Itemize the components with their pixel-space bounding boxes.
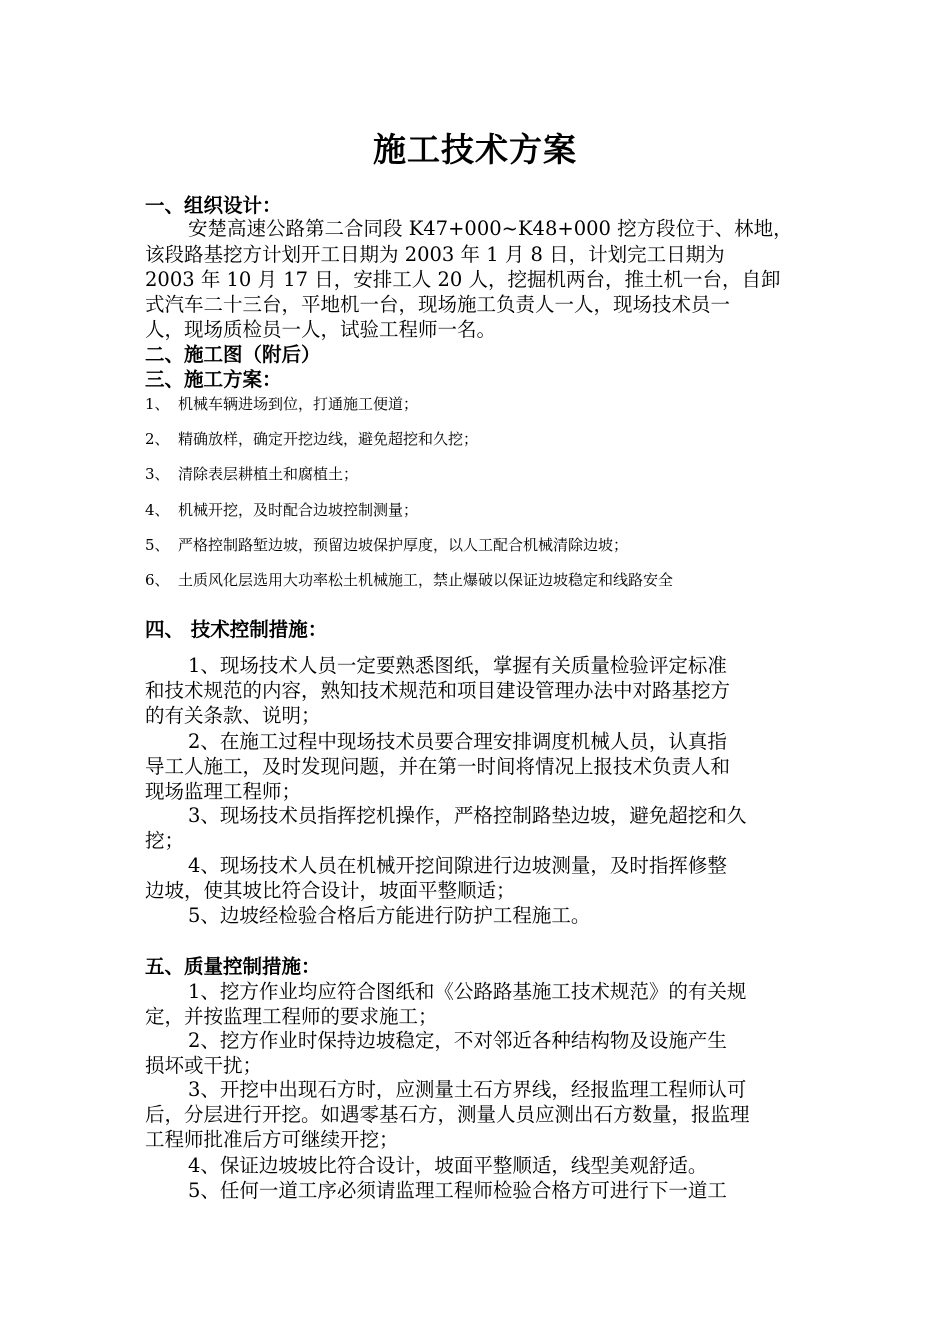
list-item-text: 土质风化层选用大功率松土机械施工，禁止爆破以保证边坡稳定和线路安全 [178, 571, 674, 589]
list-item [145, 394, 418, 414]
section4-line: 1、现场技术人员一定要熟悉图纸，掌握有关质量检验评定标准 [188, 654, 727, 677]
section1-line: 该段路基挖方计划开工日期为 2003 年 1 月 8 日，计划完工日期为 [145, 243, 725, 266]
section4-line: 的有关条款、说明； [145, 704, 321, 727]
section5-line: 1、挖方作业均应符合图纸和《公路路基施工技术规范》的有关规 [188, 980, 747, 1003]
list-item-text: 机械开挖，及时配合边坡控制测量； [178, 501, 419, 519]
section1-line: 式汽车二十三台，平地机一台，现场施工负责人一人，现场技术员一 [145, 293, 731, 316]
section1-line: 人，现场质检员一人，试验工程师一名。 [145, 318, 497, 341]
list-item-text: 严格控制路堑边坡，预留边坡保护厚度，以人工配合机械清除边坡； [178, 536, 629, 554]
section4-line: 导工人施工，及时发现问题，并在第一时间将情况上报技术负责人和 [145, 755, 731, 778]
section5-line: 4、保证边坡坡比符合设计，坡面平整顺适，线型美观舒适。 [188, 1154, 708, 1177]
list-item-text: 机械车辆进场到位，打通施工便道； [178, 395, 419, 413]
list-item-number: 4、 [145, 501, 170, 519]
section4-line: 挖； [145, 829, 185, 852]
section4-line: 3、现场技术员指挥挖机操作，严格控制路垫边坡，避免超挖和久 [188, 804, 747, 827]
section5-line: 5、任何一道工序必须请监理工程师检验合格方可进行下一道工 [188, 1179, 727, 1202]
section5-line: 后，分层进行开挖。如遇零基石方，测量人员应测出石方数量，报监理 [145, 1103, 750, 1126]
section5-line: 2、挖方作业时保持边坡稳定，不对邻近各种结构物及设施产生 [188, 1029, 727, 1052]
section4-line: 5、边坡经检验合格后方能进行防护工程施工。 [188, 904, 591, 927]
section1-line: 安楚高速公路第二合同段 K47+000~K48+000 挖方段位于、林地， [188, 217, 793, 240]
list-item-number: 6、 [145, 571, 170, 589]
section1-line: 2003 年 10 月 17 日，安排工人 20 人，挖掘机两台，推土机一台，自卸 [145, 268, 781, 291]
section5-line: 3、开挖中出现石方时，应测量土石方界线，经报监理工程师认可 [188, 1078, 747, 1101]
list-item [145, 429, 478, 449]
section4-line: 边坡，使其坡比符合设计，坡面平整顺适； [145, 879, 516, 902]
document-title: 施工技术方案 [373, 130, 577, 169]
section5-line: 损坏或干扰； [145, 1054, 263, 1077]
section5-heading: 五、质量控制措施： [145, 955, 321, 978]
list-item-text: 精确放样，确定开挖边线，避免超挖和久挖； [178, 430, 479, 448]
section5-line: 定，并按监理工程师的要求施工； [145, 1005, 438, 1028]
list-item [145, 570, 673, 590]
list-item-number: 2、 [145, 430, 170, 448]
section4-line: 和技术规范的内容，熟知技术规范和项目建设管理办法中对路基挖方 [145, 679, 731, 702]
section4-line: 现场监理工程师； [145, 780, 302, 803]
section5-line: 工程师批准后方可继续开挖； [145, 1128, 399, 1151]
section4-line: 2、在施工过程中现场技术员要合理安排调度机械人员，认真指 [188, 730, 727, 753]
list-item-number: 3、 [145, 465, 170, 483]
list-item [145, 535, 628, 555]
section3-heading: 三、施工方案： [145, 368, 282, 391]
section1-heading: 一、组织设计： [145, 194, 282, 217]
section4-line: 4、现场技术人员在机械开挖间隙进行边坡测量，及时指挥修整 [188, 854, 727, 877]
list-item-number: 5、 [145, 536, 170, 554]
list-item [145, 500, 418, 520]
list-item-number: 1、 [145, 395, 170, 413]
section4-heading: 四、 技术控制措施： [145, 618, 328, 641]
list-item-text: 清除表层耕植土和腐植土； [178, 465, 359, 483]
list-item [145, 464, 358, 484]
section2-heading: 二、施工图（附后） [145, 343, 321, 366]
